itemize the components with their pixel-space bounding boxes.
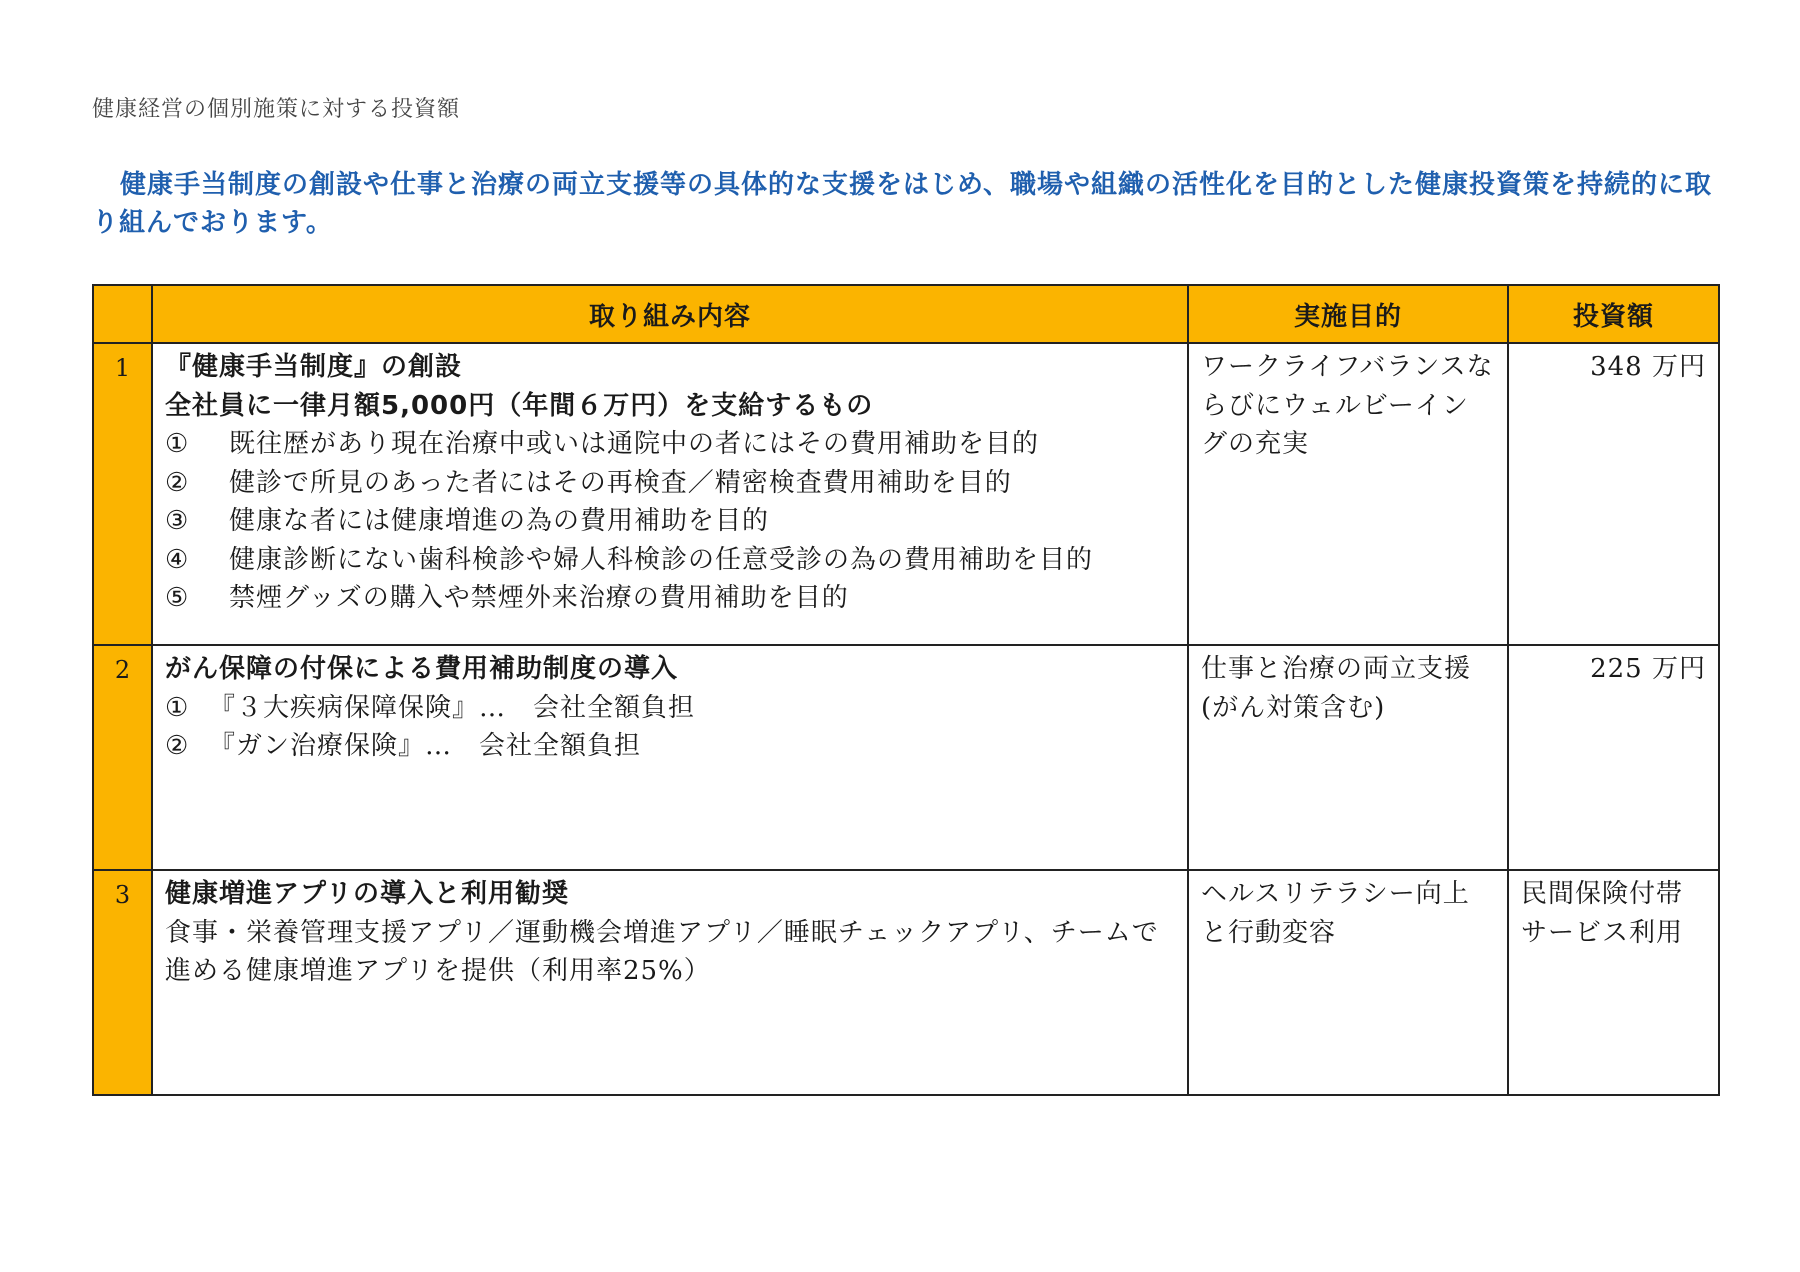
- table-row: [93, 645, 1719, 870]
- intro-text: 健康手当制度の創設や仕事と治療の両立支援等の具体的な支援をはじめ、職場や組織の活性化を目的とした健康投資策を持続的に取り組んでおります。: [92, 170, 1712, 238]
- row-content: [152, 870, 1188, 1095]
- row-purpose: 仕事と治療の両立支援(がん対策含む): [1188, 645, 1508, 870]
- list-item: [165, 502, 1175, 541]
- row-title: がん保障の付保による費用補助制度の導入: [165, 654, 679, 684]
- list-item: [165, 541, 1175, 580]
- row-subtitle: 全社員に一律月額5,000円（年間６万円）を支給するもの: [165, 390, 874, 421]
- row-title: 『健康手当制度』の創設: [165, 352, 463, 382]
- header-purpose: 実施目的: [1188, 285, 1508, 343]
- list-item-text: 健康診断にない歯科検診や婦人科検診の任意受診の為の費用補助を目的: [229, 544, 1094, 575]
- row-title: 健康増進アプリの導入と利用勧奨: [165, 879, 569, 909]
- list-marker: ②: [165, 731, 190, 761]
- list-item-text: 既往歴があり現在治療中或いは通院中の者にはその費用補助を目的: [229, 429, 1040, 459]
- row-amount: 民間保険付帯サービス利用: [1508, 870, 1719, 1095]
- list-item: [165, 689, 1175, 728]
- list-item-text: 『ガン治療保険』… 会社全額負担: [209, 731, 642, 761]
- table-header-row: [93, 285, 1719, 343]
- header-amount: 投資額: [1508, 285, 1719, 343]
- row-content: [152, 645, 1188, 870]
- header-content: 取り組み内容: [152, 285, 1188, 343]
- row-amount: 348 万円: [1508, 343, 1719, 645]
- list-marker: ⑤: [165, 583, 190, 613]
- investment-table: [92, 284, 1720, 1096]
- list-item-text: 『３大疾病保障保険』… 会社全額負担: [209, 692, 696, 723]
- header-num: [93, 285, 152, 343]
- list-item: [165, 727, 1175, 766]
- table-row: [93, 343, 1719, 645]
- list-marker: ②: [165, 467, 190, 498]
- list-marker: ①: [165, 692, 190, 723]
- row-body: 食事・栄養管理支援アプリ／運動機会増進アプリ／睡眠チェックアプリ、チームで進める健康増進アプリを提供（利用率25%）: [165, 917, 1159, 986]
- row-purpose: ワークライフバランスならびにウェルビーイングの充実: [1188, 343, 1508, 645]
- list-item: [165, 425, 1175, 464]
- list-item: [165, 579, 1175, 618]
- row-number: 3: [93, 870, 152, 1095]
- list-item: [165, 464, 1175, 503]
- table-row: [93, 870, 1719, 1095]
- page-title: 健康経営の個別施策に対する投資額: [92, 97, 461, 122]
- row-purpose: ヘルスリテラシー向上と行動変容: [1188, 870, 1508, 1095]
- row-number: 1: [93, 343, 152, 645]
- list-item-text: 健診で所見のあった者にはその再検査／精密検査費用補助を目的: [229, 467, 1012, 498]
- list-marker: ①: [165, 429, 190, 459]
- list-marker: ③: [165, 506, 190, 536]
- list-marker: ④: [165, 544, 190, 575]
- row-amount: 225 万円: [1508, 645, 1719, 870]
- row-content: [152, 343, 1188, 645]
- list-item-text: 健康な者には健康増進の為の費用補助を目的: [229, 506, 770, 536]
- list-item-text: 禁煙グッズの購入や禁煙外来治療の費用補助を目的: [229, 583, 849, 613]
- row-number: 2: [93, 645, 152, 870]
